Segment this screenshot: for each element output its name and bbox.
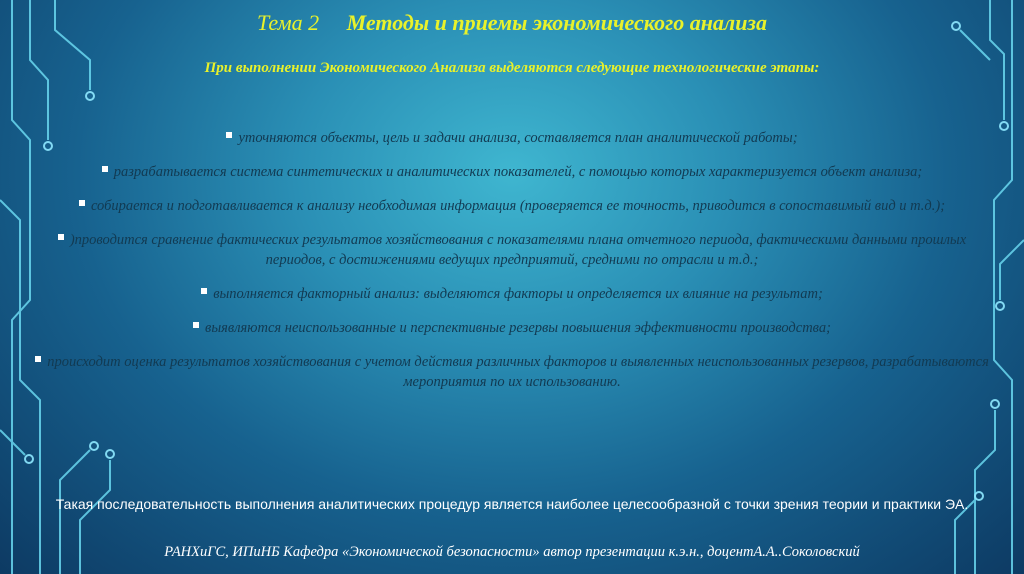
list-item: происходит оценка результатов хозяйствования с учетом действия различных факторов и выявленных неиспользованных резервов, разрабатываются мероприятия по их использованию. (30, 352, 994, 392)
topic-number: Тема 2 (256, 10, 320, 35)
list-item: собирается и подготавливается к анализу необходимая информация (проверяется ее точность, приводится в сопоставимый вид и т.д.); (30, 196, 994, 216)
bullet-icon (102, 166, 108, 172)
list-item: )проводится сравнение фактических результатов хозяйствования с показателями плана отчетного периода, фактическими данными прошлых периодов, с достижениями ведущих предприятий, средними по отрасли и т.д.; (30, 230, 994, 270)
list-item: выполняется факторный анализ: выделяются факторы и определяется их влияние на результат; (30, 284, 994, 304)
list-item: уточняются объекты, цель и задачи анализа, составляется план аналитической работы; (30, 128, 994, 148)
stages-list (30, 128, 994, 406)
bullet-icon (35, 356, 41, 362)
conclusion-text: Такая последовательность выполнения аналитических процедур является наиболее целесообразной с точки зрения теории и практики ЭА. (55, 496, 969, 512)
list-item: выявляются неиспользованные и перспективные резервы повышения эффективности производства; (30, 318, 994, 338)
slide-subtitle: При выполнении Экономического Анализа выделяются следующие технологические этапы: (204, 60, 820, 76)
footer-credits: РАНХиГС, ИПиНБ Кафедра «Экономической безопасности» автор презентации к.э.н., доцентА.А..Соколовский (164, 544, 860, 560)
topic-title: Методы и приемы экономического анализа (346, 10, 768, 35)
bullet-icon (193, 322, 199, 328)
list-item: разрабатывается система синтетических и аналитических показателей, с помощью которых характеризуется объект анализа; (30, 162, 994, 182)
bullet-icon (226, 132, 232, 138)
bullet-icon (79, 200, 85, 206)
bullet-icon (201, 288, 207, 294)
bullet-icon (58, 234, 64, 240)
slide-title (0, 10, 1024, 36)
